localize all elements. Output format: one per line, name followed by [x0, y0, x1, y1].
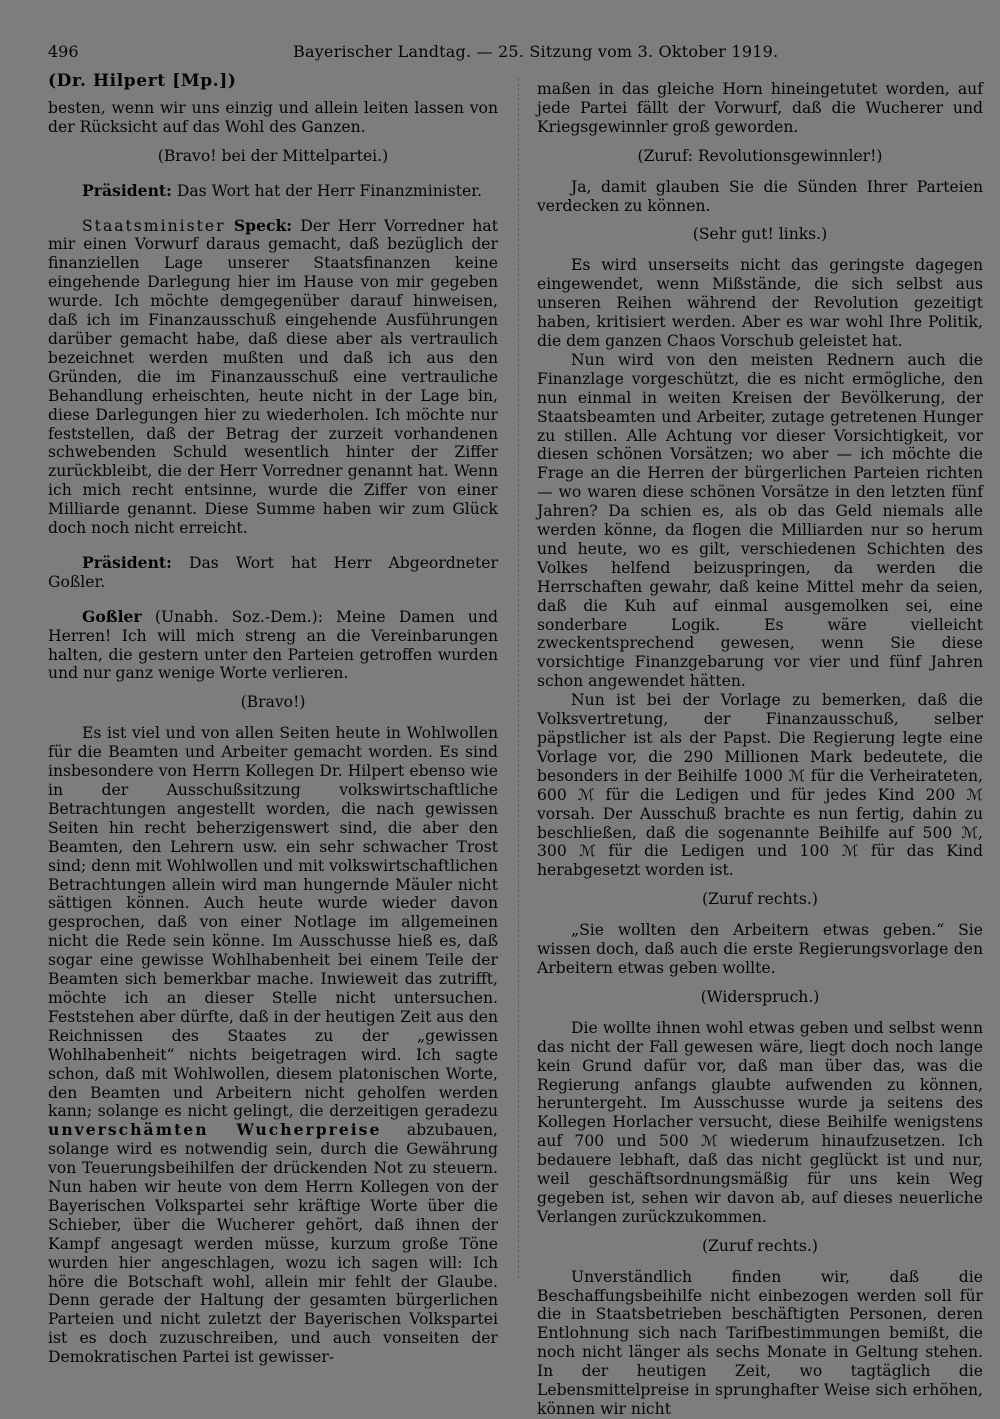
emphasis: unverschämten Wucherpreise: [48, 1120, 382, 1140]
paragraph: „Sie wollten den Arbeitern etwas geben.“ Sie wissen doch, daß auch die erste Regierungsvorlage den Arbeitern etwas geben wollte.: [537, 921, 983, 977]
left-column: [48, 72, 498, 1367]
speaker-name: Goßler: [82, 606, 142, 626]
interjection: (Sehr gut! links.): [692, 225, 828, 244]
paragraph: Nun wird von den meisten Rednern auch die Finanzlage vorgeschützt, die es nicht ermögliche, den nun einmal in weiten Kreisen der Bevölkerung, der Staatsbeamten und Arbeiter, zutage getretenen Hunger zu stillen. Alle Achtung vor dieser Vorsichtigkeit, vor diesen schönen Vorsätzen; wo aber — ich möchte die Frage an die Herren der bürgerlichen Parteien richten — wo waren diese schönen Vorsätze in den letzten fünf Jahren? Da schien es, als ob das Geld niemals alle werden könne, da flogen die Milliarden nur so herum und heute, wo es gilt, verschiedenen Schichten des Volkes helfend beizuspringen, da werden die Herrschaften gewahr, daß keine Mittel mehr da seien, daß die Kuh auf einmal ausgemolken sei, eine sonderbare Logik. Es wäre vielleicht zweckentsprechend gewesen, wenn Sie diese vorsichtige Finanzgebarung vor vier und fünf Jahren schon angewendet hätten.: [537, 350, 983, 691]
column-divider: [518, 78, 519, 1278]
interjection: (Bravo!): [240, 693, 306, 712]
interjection: (Widerspruch.): [700, 987, 820, 1006]
interjection: (Zuruf: Revolutionsgewinnler!): [637, 146, 883, 165]
paragraph: Die wollte ihnen wohl etwas geben und selbst wenn das nicht der Fall gewesen wäre, liegt doch noch lange kein Grund dafür vor, daß man über das, was die Regierung anfangs glaubte aufwenden zu können, heruntergeht. Im Ausschusse wurde ja seitens des Kollegen Horlacher versucht, diese Beihilfe wenigstens auf 700 und 500 ℳ wiederum hinaufzusetzen. Ich bedauere lebhaft, daß das nicht geglückt ist und nur, weil geschäftsordnungsmäßig für uns kein Weg gegeben ist, sehen wir davon ab, auf dieses neuerliche Verlangen zurückzukommen.: [537, 1018, 983, 1226]
speech-gossler: Goßler (Unabh. Soz.-Dem.): Meine Damen und Herren! Ich will mich streng an die Vereinbarungen halten, die gestern unter den Parteien getroffen wurden und nur ganz wenige Worte verlieren.: [48, 606, 499, 683]
paragraph: besten, wenn wir uns einzig und allein leiten lassen von der Rücksicht auf das Wohl des Ganzen.: [48, 98, 498, 136]
interjection: (Zuruf rechts.): [702, 1236, 818, 1255]
running-head: Bayerischer Landtag. — 25. Sitzung vom 3. Oktober 1919.: [293, 42, 779, 61]
speaker-label: Präsident:: [82, 552, 172, 572]
paragraph: Nun ist bei der Vorlage zu bemerken, daß die Volksvertretung, der Finanzausschuß, selber päpstlicher ist als der Papst. Die Regierung legte eine Vorlage vor, die 290 Millionen Mark bedeutete, die besonders in der Beihilfe 1000 ℳ für die Verheirateten, 600 ℳ für die Ledigen und für jedes Kind 200 ℳ vorsah. Der Ausschuß brachte es nun fertig, dahin zu beschließen, daß die sogenannte Beihilfe auf 500 ℳ, 300 ℳ für die Ledigen und 100 ℳ für das Kind herabgesetzt worden ist.: [537, 691, 983, 880]
paragraph: Es ist viel und von allen Seiten heute in Wohlwollen für die Beamten und Arbeiter gemacht worden. Es sind insbesondere von Herrn Kollegen Dr. Hilpert ebenso wie in der Ausschußsitzung volkswirtschaftliche Betrachtungen angestellt worden, die nach gewissen Seiten hin recht beherzigenswert sind, die aber den Beamten, den Lehrern usw. ein sehr schwacher Trost sind; denn mit Wohlwollen und mit volkswirtschaftlichen Betrachtungen allein wird man hungernde Mäuler nicht sättigen können. Auch heute wurde wieder davon gesprochen, daß von einer Notlage im allgemeinen nicht die Rede sein könne. Im Ausschusse hieß es, daß sogar eine gewisse Wohlhabenheit bei einem Teile der Beamten sich bemerkbar mache. Inwieweit das zutrifft, möchte ich an dieser Stelle nicht untersuchen. Feststehen aber dürfte, daß in der heutigen Zeit aus den Reichnissen des Staates zu der „gewissen Wohlhabenheit“ nichts beigetragen wird. Ich sagte schon, daß mit Wohlwollen, diesem platonischen Worte, den Beamten und Arbeitern nicht geholfen werden kann; solange es nicht gelingt, die derzeitigen geradezu unverschämten Wucherpreise abzubauen, solange wird es notwendig sein, durch die Gewährung von Teuerungsbeihilfen der drückenden Not zu steuern. Nun haben wir heute von dem Herrn Kollegen von der Bayerischen Volkspartei sehr kräftige Worte über die Schieber, über die Wucherer gehört, daß ihnen der Kampf angesagt werden müsse, kurzum große Töne wurden hier angeschlagen, wozu ich sagen will: Ich höre die Botschaft wohl, allein mir fehlt der Glaube. Denn gerade der Haltung der gesamten bürgerlichen Parteien und nicht zuletzt der Bayerischen Volkspartei ist es doch zuzuschreiben, und auch vonseiten der Demokratischen Partei ist gewisser-: [48, 724, 498, 1367]
speech-speck: Staatsminister Speck: Der Herr Vorredner hat mir einen Vorwurf daraus gemacht, daß bezüglich der finanziellen Lage unserer Staatsfinanzen keine eingehende Darlegung hier im Hause von mir gegeben wurde. Ich möchte demgegenüber darauf hinweisen, daß ich im Finanzausschuß eingehende Ausführungen darüber gemacht habe, daß diese aber als vertraulich bezeichnet werden mußten und daß ich aus den Gründen, die im Finanzausschuß eine vertrauliche Behandlung erheischten, heute nicht in der Lage bin, diese Darlegungen hier zu wiederholen. Ich möchte nur feststellen, daß der Betrag der zurzeit vorhandenen schwebenden Schuld wesentlich hinter der Ziffer zurückbleibt, die der Herr Vorredner genannt hat. Wenn ich mich recht entsinne, wurde die Ziffer von einer Milliarde genannt. Diese Summe haben wir zum Glück doch noch nicht erreicht.: [48, 215, 498, 538]
president-statement: Präsident: Das Wort hat Herr Abgeordneter Goßler.: [48, 552, 498, 591]
speaker-label: Präsident:: [82, 180, 172, 200]
continued-speaker: (Dr. Hilpert [Mp.]): [48, 71, 237, 91]
paragraph: maßen in das gleiche Horn hineingetutet worden, auf jede Partei fällt der Vorwurf, daß die Wucherer und Kriegsgewinnler groß geworden.: [537, 80, 983, 136]
right-column: [537, 80, 983, 1419]
page-header: [48, 40, 978, 64]
paragraph: Ja, damit glauben Sie die Sünden Ihrer Parteien verdecken zu können.: [537, 177, 983, 215]
page-number: 496: [48, 42, 79, 61]
interjection: (Bravo! bei der Mittelpartei.): [157, 146, 389, 165]
interjection: (Zuruf rechts.): [702, 890, 818, 909]
president-statement: Präsident: Das Wort hat der Herr Finanzminister.: [82, 180, 482, 200]
paragraph: Es wird unserseits nicht das geringste dagegen eingewendet, wenn Mißstände, die sich selbst aus unseren Reihen während der Revolution gezeitigt haben, kritisiert werden. Aber es war wohl Ihre Politik, die dem ganzen Chaos Vorschub geleistet hat.: [537, 256, 983, 350]
paragraph: Unverständlich finden wir, daß die Beschaffungsbeihilfe nicht einbezogen werden soll für die in Staatsbetrieben beschäftigten Personen, deren Entlohnung sich nach Tarifbestimmungen bemißt, die noch nicht länger als sechs Monate in Geltung stehen. In der heutigen Zeit, wo tagtäglich die Lebensmittelpreise in sprunghafter Weise sich erhöhen, können wir nicht: [537, 1267, 983, 1418]
speaker-title: Staatsminister: [82, 216, 226, 235]
speaker-name: Speck:: [233, 215, 293, 235]
